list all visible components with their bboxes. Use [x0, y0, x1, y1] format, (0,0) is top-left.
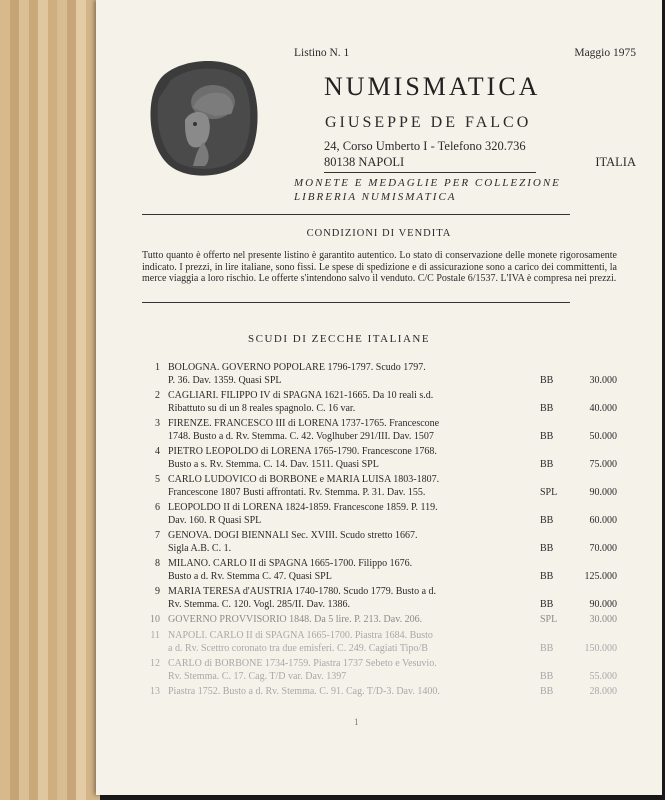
- item-number: 7: [155, 530, 160, 541]
- item-price: 70.000: [589, 543, 617, 554]
- item-price: 125.000: [584, 571, 617, 582]
- item-price: 75.000: [589, 459, 617, 470]
- item-price: 30.000: [589, 375, 617, 386]
- item-price: 40.000: [589, 403, 617, 414]
- divider: [142, 214, 570, 215]
- item-price: 50.000: [589, 431, 617, 442]
- item-description-line2: P. 36. Dav. 1359. Quasi SPL: [168, 375, 282, 386]
- dealer-country: ITALIA: [595, 155, 636, 169]
- dealer-name: GIUSEPPE DE FALCO: [325, 114, 532, 131]
- divider: [324, 172, 536, 173]
- tagline-coins: MONETE E MEDAGLIE PER COLLEZIONE: [294, 177, 561, 189]
- item-description-line1: CARLO LUDOVICO di BORBONE e MARIA LUISA 1803-1807.: [168, 474, 440, 485]
- item-grade: BB: [540, 403, 554, 414]
- item-price: 30.000: [589, 614, 617, 625]
- item-description-line1: CAGLIARI. FILIPPO IV di SPAGNA 1621-1665. Da 10 reali s.d.: [168, 390, 434, 401]
- page-stack-edges: [0, 0, 100, 800]
- item-grade: BB: [540, 375, 554, 386]
- item-grade: BB: [540, 459, 554, 470]
- item-description-line1: FIRENZE. FRANCESCO III di LORENA 1737-1765. Francescone: [168, 418, 440, 429]
- item-description-line1: GENOVA. DOGI BIENNALI Sec. XVIII. Scudo stretto 1667.: [168, 530, 418, 541]
- item-number: 5: [155, 474, 160, 485]
- item-price: 90.000: [589, 487, 617, 498]
- item-description-line1: GOVERNO PROVVISORIO 1848. Da 5 lire. P. 213. Dav. 206.: [168, 614, 423, 625]
- item-grade: BB: [540, 686, 554, 697]
- dealer-city: 80138 NAPOLI: [324, 155, 405, 169]
- item-number: 12: [150, 658, 160, 669]
- item-number: 11: [150, 630, 160, 641]
- item-description-line1: NAPOLI. CARLO II di SPAGNA 1665-1700. Piastra 1684. Busto: [168, 630, 433, 641]
- item-description-line2: Rv. Stemma. C. 17. Cag. T/D var. Dav. 1397: [168, 671, 347, 682]
- item-price: 60.000: [589, 515, 617, 526]
- item-description-line2: Ribattuto su di un 8 reales spagnolo. C. 16 var.: [168, 403, 356, 414]
- tagline-library: LIBRERIA NUMISMATICA: [294, 191, 457, 203]
- item-grade: BB: [540, 543, 554, 554]
- item-grade: BB: [540, 515, 554, 526]
- item-number: 8: [155, 558, 160, 569]
- catalog-date: Maggio 1975: [574, 47, 636, 59]
- coin-image: [145, 56, 259, 180]
- item-description-line2: Busto a d. Rv. Stemma C. 47. Quasi SPL: [168, 571, 332, 582]
- item-number: 10: [150, 614, 160, 625]
- item-description-line2: Rv. Stemma. C. 120. Vogl. 285/II. Dav. 1386.: [168, 599, 350, 610]
- item-description-line2: Dav. 160. R Quasi SPL: [168, 515, 262, 526]
- item-number: 3: [155, 418, 160, 429]
- item-grade: BB: [540, 643, 554, 654]
- item-description-line2: Sigla A.B. C. 1.: [168, 543, 232, 554]
- item-number: 9: [155, 586, 160, 597]
- item-description-line1: CARLO di BORBONE 1734-1759. Piastra 1737 Sebeto e Vesuvio.: [168, 658, 437, 669]
- item-description-line1: MARIA TERESA d'AUSTRIA 1740-1780. Scudo 1779. Busto a d.: [168, 586, 437, 597]
- divider: [142, 302, 570, 303]
- conditions-title: CONDIZIONI DI VENDITA: [306, 228, 452, 239]
- listino-number: Listino N. 1: [294, 47, 350, 59]
- item-description-line1: LEOPOLDO II di LORENA 1824-1859. Francescone 1859. P. 119.: [168, 502, 438, 513]
- item-description-line2: Francescone 1807 Busti affrontati. Rv. Stemma. P. 31. Dav. 155.: [168, 487, 426, 498]
- item-grade: BB: [540, 571, 554, 582]
- dealer-address: 24, Corso Umberto I - Telefono 320.736: [324, 139, 526, 153]
- item-grade: BB: [540, 599, 554, 610]
- item-number: 4: [155, 446, 160, 457]
- item-description-line2: Busto a s. Rv. Stemma. C. 14. Dav. 1511. Quasi SPL: [168, 459, 379, 470]
- item-grade: SPL: [540, 614, 558, 625]
- item-description-line1: MILANO. CARLO II di SPAGNA 1665-1700. Filippo 1676.: [168, 558, 413, 569]
- conditions-text: Tutto quanto è offerto nel presente listino è garantito autentico. Lo stato di conservazione delle monete rigorosamente indicato. I prezzi, in lire italiane, sono fissi. Le spese di spedizione e di assicurazione sono a carico dei committenti, la merce viaggia a loro rischio. Le offerte s'intendono salvo il venduto. C/C Postale 6/1537. L'IVA è compresa nei prezzi.: [142, 250, 617, 284]
- item-number: 1: [155, 362, 160, 373]
- item-price: 90.000: [589, 599, 617, 610]
- item-price: 55.000: [589, 671, 617, 682]
- item-description-line1: BOLOGNA. GOVERNO POPOLARE 1796-1797. Scudo 1797.: [168, 362, 426, 373]
- catalog-title: NUMISMATICA: [324, 72, 541, 101]
- catalog-page: [96, 0, 662, 795]
- page-number: 1: [354, 717, 359, 727]
- item-number: 2: [155, 390, 160, 401]
- item-description-line2: a d. Rv. Scettro coronato tra due emisferi. C. 249. Cagiati Tipo/B: [168, 643, 428, 654]
- section-title: SCUDI DI ZECCHE ITALIANE: [248, 333, 431, 345]
- item-grade: BB: [540, 671, 554, 682]
- item-number: 6: [155, 502, 160, 513]
- item-grade: BB: [540, 431, 554, 442]
- item-description-line2: 1748. Busto a d. Rv. Stemma. C. 42. Voglhuber 291/III. Dav. 1507: [168, 431, 434, 442]
- item-grade: SPL: [540, 487, 558, 498]
- item-number: 13: [150, 686, 160, 697]
- item-price: 150.000: [584, 643, 617, 654]
- item-description-line1: Piastra 1752. Busto a d. Rv. Stemma. C. 91. Cag. T/D-3. Dav. 1400.: [168, 686, 440, 697]
- item-description-line1: PIETRO LEOPOLDO di LORENA 1765-1790. Francescone 1768.: [168, 446, 437, 457]
- item-price: 28.000: [589, 686, 617, 697]
